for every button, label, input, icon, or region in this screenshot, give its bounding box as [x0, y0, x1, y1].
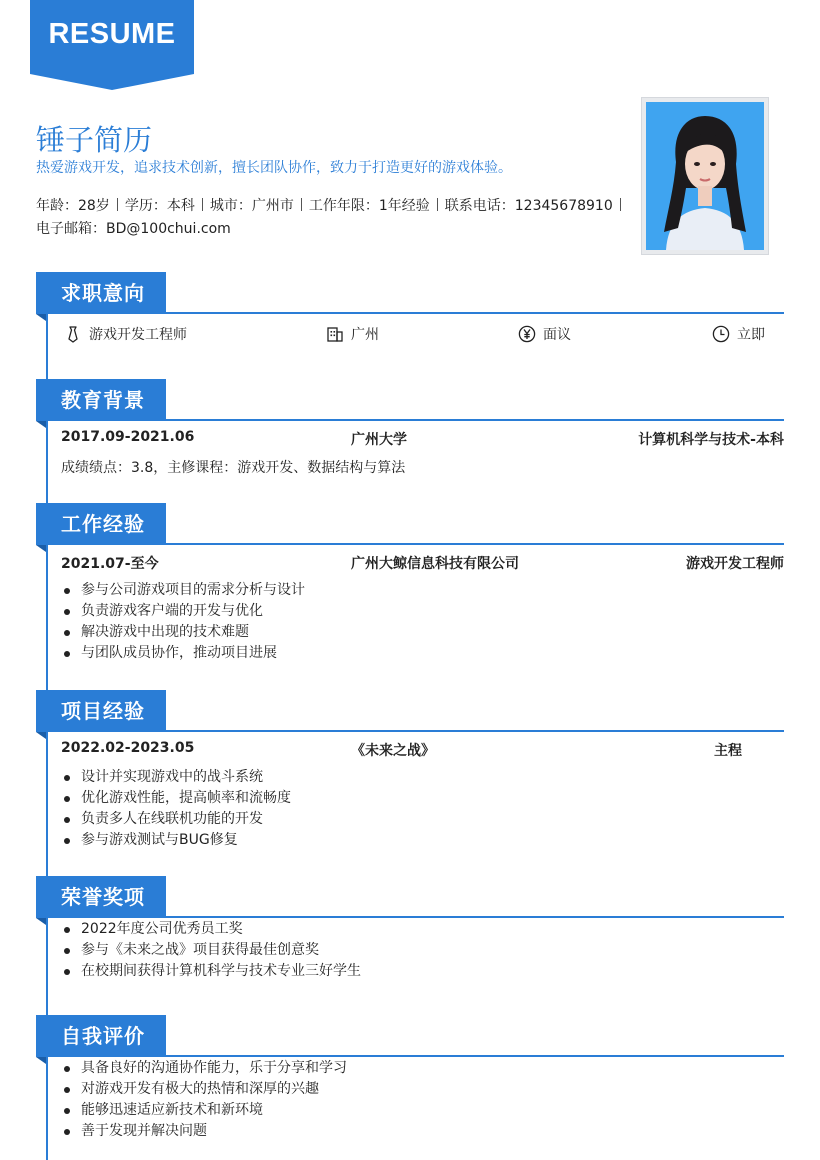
work-date: 2021.07-至今: [61, 556, 159, 572]
profile-photo: [641, 97, 769, 255]
resume-slogan: 热爱游戏开发，追求技术创新，擅长团队协作，致力于打造更好的游戏体验。: [36, 160, 512, 176]
list-item: 解决游戏中出现的技术难题: [64, 622, 784, 643]
list-item: 负责多人在线联机功能的开发: [64, 809, 784, 830]
section-title: 荣誉奖项: [36, 876, 166, 918]
list-item: 负责游戏客户端的开发与优化: [64, 601, 784, 622]
project-role: 主程: [714, 743, 742, 759]
list-item: 参与游戏测试与BUG修复: [64, 830, 784, 851]
section-title: 求职意向: [36, 272, 166, 314]
section-self-evaluation: [36, 1015, 784, 1142]
section-title: 项目经验: [36, 690, 166, 732]
list-item: 在校期间获得计算机科学与技术专业三好学生: [64, 961, 784, 982]
section-title: 自我评价: [36, 1015, 166, 1057]
resume-banner: [30, 0, 194, 90]
personal-info: [36, 195, 636, 241]
education-school: 广州大学: [351, 432, 407, 448]
education-date: 2017.09-2021.06: [61, 429, 195, 445]
info-years: 工作年限：1年经验: [308, 198, 430, 214]
clock-icon: [712, 325, 730, 343]
info-email: 电子邮箱：BD@100chui.com: [36, 221, 231, 237]
work-bullets: [36, 580, 784, 664]
info-age: 年龄：28岁: [36, 198, 110, 214]
section-honors: [36, 876, 784, 982]
work-role: 游戏开发工程师: [686, 556, 784, 572]
list-item: 善于发现并解决问题: [64, 1121, 784, 1142]
project-row: [36, 740, 784, 762]
list-item: 2022年度公司优秀员工奖: [64, 919, 784, 940]
yen-icon: [518, 325, 536, 343]
building-icon: [326, 325, 344, 343]
honors-bullets: [36, 919, 784, 982]
project-bullets: [36, 767, 784, 851]
banner-title: RESUME: [48, 18, 176, 50]
education-detail: 成绩绩点：3.8，主修课程：游戏开发、数据结构与算法: [61, 460, 406, 476]
section-work: [36, 503, 784, 664]
list-item: 参与《未来之战》项目获得最佳创意奖: [64, 940, 784, 961]
list-item: 能够迅速适应新技术和新环境: [64, 1100, 784, 1121]
work-company: 广州大鲸信息科技有限公司: [351, 556, 519, 572]
resume-name: 锤子简历: [36, 123, 153, 157]
education-major: 计算机科学与技术-本科: [638, 432, 784, 448]
intent-salary: 面议: [518, 324, 571, 344]
intent-position: 游戏开发工程师: [64, 324, 187, 344]
section-title: 工作经验: [36, 503, 166, 545]
section-title: 教育背景: [36, 379, 166, 421]
education-row: [36, 429, 784, 451]
list-item: 具备良好的沟通协作能力，乐于分享和学习: [64, 1058, 784, 1079]
section-education: [36, 379, 784, 477]
intent-availability: 立即: [712, 324, 765, 344]
info-education: 学历：本科: [124, 198, 195, 214]
project-date: 2022.02-2023.05: [61, 740, 195, 756]
info-city: 城市：广州市: [209, 198, 294, 214]
work-row: [36, 553, 784, 575]
intent-city: 广州: [326, 324, 379, 344]
info-phone: 联系电话：12345678910: [444, 198, 613, 214]
list-item: 优化游戏性能，提高帧率和流畅度: [64, 788, 784, 809]
list-item: 参与公司游戏项目的需求分析与设计: [64, 580, 784, 601]
list-item: 与团队成员协作，推动项目进展: [64, 643, 784, 664]
list-item: 设计并实现游戏中的战斗系统: [64, 767, 784, 788]
project-name: 《未来之战》: [351, 743, 435, 759]
section-project: [36, 690, 784, 851]
list-item: 对游戏开发有极大的热情和深厚的兴趣: [64, 1079, 784, 1100]
tie-icon: [64, 325, 82, 343]
section-job-intent: [36, 272, 784, 350]
self-bullets: [36, 1058, 784, 1142]
